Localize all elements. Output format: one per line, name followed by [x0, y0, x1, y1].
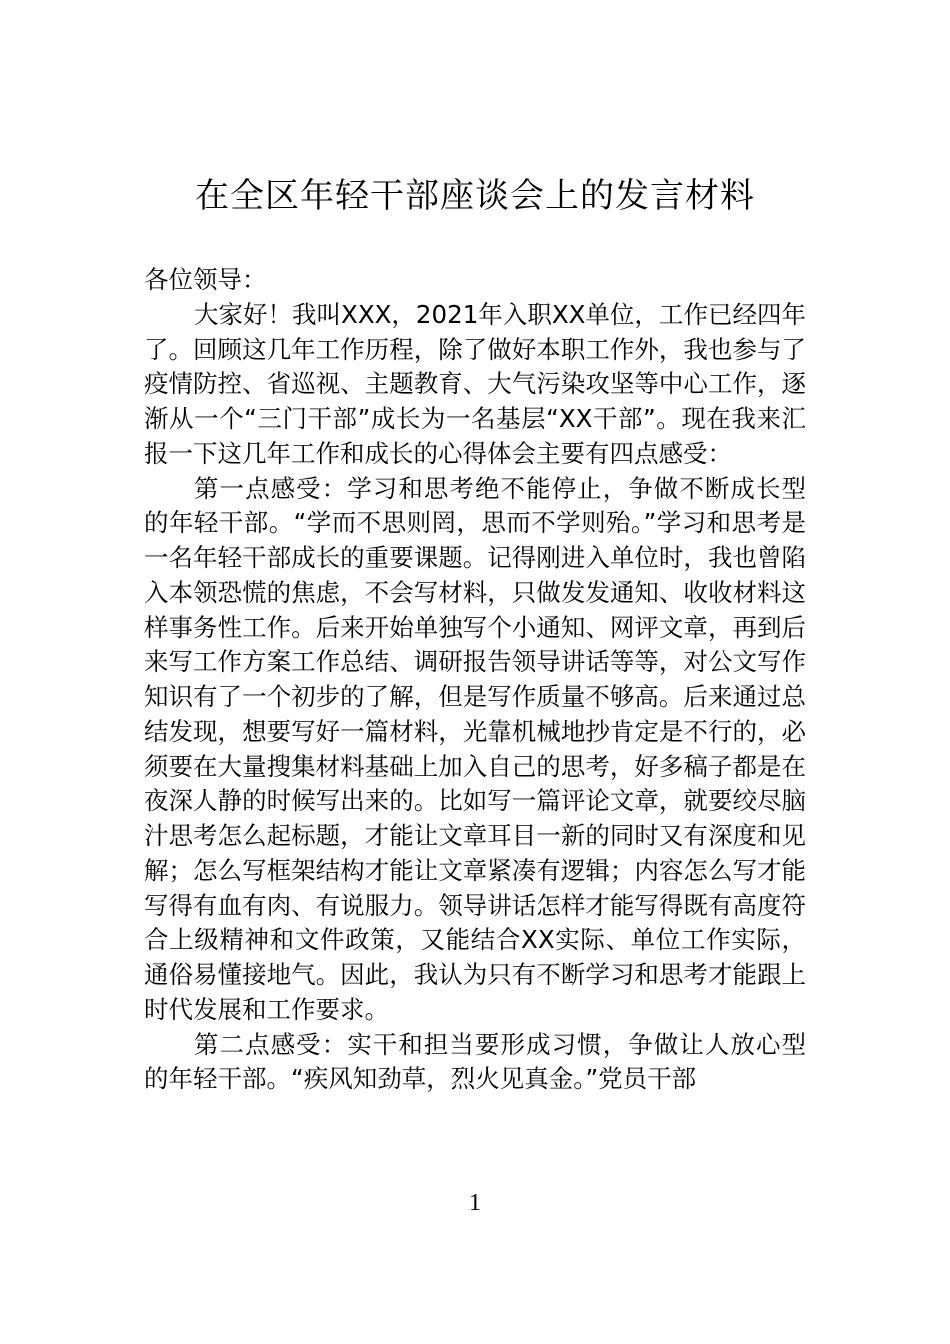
paragraph-second-point: 第二点感受：实干和担当要形成习惯，争做让人放心型的年轻干部。“疾风知劲草，烈火见真金。”党员干部 [144, 1029, 806, 1094]
page-number: 1 [469, 1190, 481, 1216]
document-title: 在全区年轻干部座谈会上的发言材料 [195, 176, 755, 216]
document-body [144, 263, 806, 1097]
paragraph-intro: 大家好！我叫XXX，2021年入职XX单位，工作已经四年了。回顾这几年工作历程，除了做好本职工作外，我也参与了疫情防控、省巡视、主题教育、大气污染攻坚等中心工作，逐渐从一个“三门干部”成长为一名基层“XX干部”。现在我来汇报一下这几年工作和成长的心得体会主要有四点感受： [144, 299, 806, 468]
paragraph-first-point: 第一点感受：学习和思考绝不能停止，争做不断成长型的年轻干部。“学而不思则罔，思而不学则殆。”学习和思考是一名年轻干部成长的重要课题。记得刚进入单位时，我也曾陷入本领恐慌的焦虑，不会写材料，只做发发通知、收收材料这样事务性工作。后来开始单独写个小通知、网评文章，再到后来写工作方案工作总结、调研报告领导讲话等等，对公文写作知识有了一个初步的了解，但是写作质量不够高。后来通过总结发现，想要写好一篇材料，光靠机械地抄肯定是不行的，必须要在大量搜集材料基础上加入自己的思考，好多稿子都是在夜深人静的时候写出来的。比如写一篇评论文章，就要绞尽脑汁思考怎么起标题，才能让文章耳目一新的同时又有深度和见解；怎么写框架结构才能让文章紧凑有逻辑；内容怎么写才能写得有血有肉、有说服力。领导讲话怎样才能写得既有高度符合上级精神和文件政策，又能结合XX实际、单位工作实际，通俗易懂接地气。因此，我认为只有不断学习和思考才能跟上时代发展和工作要求。 [144, 473, 806, 1024]
salutation: 各位领导： [144, 265, 267, 294]
